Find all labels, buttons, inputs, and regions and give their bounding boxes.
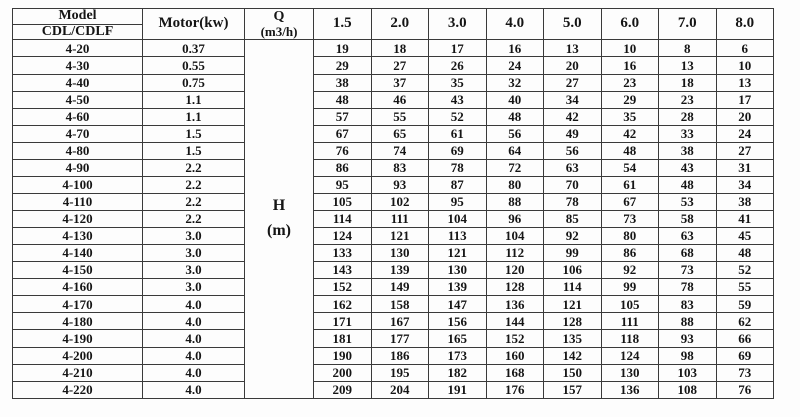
table-row [13, 91, 774, 108]
head-value-cell: 67 [314, 125, 372, 142]
head-value-cell: 34 [716, 176, 774, 193]
head-value-cell: 93 [659, 330, 717, 347]
motor-power-cell: 4.0 [143, 313, 245, 330]
motor-power-cell: 3.0 [143, 245, 245, 262]
model-cell: 4-30 [13, 57, 143, 74]
motor-power-cell: 1.5 [143, 142, 245, 159]
head-unit-cell [245, 40, 314, 399]
flow-rate-column-header: 6.0 [601, 9, 659, 40]
head-value-cell: 10 [716, 57, 774, 74]
head-value-cell: 113 [429, 228, 487, 245]
head-value-cell: 43 [659, 159, 717, 176]
head-value-cell: 204 [371, 381, 429, 398]
model-cell: 4-190 [13, 330, 143, 347]
head-value-cell: 92 [544, 228, 602, 245]
head-value-cell: 40 [486, 91, 544, 108]
table-row [13, 330, 774, 347]
motor-power-header: Motor(kw) [143, 9, 245, 40]
table-row [13, 211, 774, 228]
head-value-cell: 111 [601, 313, 659, 330]
model-cell: 4-140 [13, 245, 143, 262]
head-value-cell: 41 [716, 211, 774, 228]
motor-power-cell: 4.0 [143, 330, 245, 347]
head-value-cell: 16 [601, 57, 659, 74]
head-value-cell: 168 [486, 364, 544, 381]
head-value-cell: 157 [544, 381, 602, 398]
head-value-cell: 35 [429, 74, 487, 91]
head-value-cell: 133 [314, 245, 372, 262]
head-value-cell: 23 [601, 74, 659, 91]
head-value-cell: 186 [371, 347, 429, 364]
head-value-cell: 121 [429, 245, 487, 262]
model-cell: 4-70 [13, 125, 143, 142]
model-series-header: CDL/CDLF [13, 24, 143, 40]
model-cell: 4-80 [13, 142, 143, 159]
table-row [13, 279, 774, 296]
head-value-cell: 45 [716, 228, 774, 245]
head-value-cell: 38 [314, 74, 372, 91]
head-value-cell: 143 [314, 262, 372, 279]
head-value-cell: 86 [314, 159, 372, 176]
head-value-cell: 69 [429, 142, 487, 159]
head-value-cell: 19 [314, 40, 372, 57]
head-value-cell: 144 [486, 313, 544, 330]
head-value-cell: 114 [544, 279, 602, 296]
motor-power-cell: 4.0 [143, 347, 245, 364]
head-value-cell: 130 [601, 364, 659, 381]
flow-rate-column-header: 8.0 [716, 9, 774, 40]
head-value-cell: 128 [544, 313, 602, 330]
head-value-cell: 18 [659, 74, 717, 91]
motor-power-cell: 0.55 [143, 57, 245, 74]
table-body [13, 40, 774, 399]
motor-power-cell: 0.75 [143, 74, 245, 91]
head-value-cell: 85 [544, 211, 602, 228]
motor-power-cell: 3.0 [143, 279, 245, 296]
head-value-cell: 31 [716, 159, 774, 176]
head-value-cell: 99 [601, 279, 659, 296]
head-value-cell: 48 [486, 108, 544, 125]
head-value-cell: 78 [544, 193, 602, 210]
head-value-cell: 104 [429, 211, 487, 228]
table-row [13, 347, 774, 364]
head-value-cell: 139 [429, 279, 487, 296]
head-value-cell: 105 [601, 296, 659, 313]
flow-rate-column-header: 1.5 [314, 9, 372, 40]
head-value-cell: 99 [544, 245, 602, 262]
head-value-cell: 130 [429, 262, 487, 279]
motor-power-cell: 2.2 [143, 176, 245, 193]
flow-rate-column-header: 4.0 [486, 9, 544, 40]
head-value-cell: 63 [659, 228, 717, 245]
head-value-cell: 68 [659, 245, 717, 262]
head-value-cell: 67 [601, 193, 659, 210]
header-row-top [13, 9, 774, 25]
model-cell: 4-60 [13, 108, 143, 125]
head-value-cell: 59 [716, 296, 774, 313]
motor-power-cell: 4.0 [143, 296, 245, 313]
head-value-cell: 177 [371, 330, 429, 347]
head-value-cell: 37 [371, 74, 429, 91]
head-value-cell: 191 [429, 381, 487, 398]
head-value-cell: 54 [601, 159, 659, 176]
head-value-cell: 88 [486, 193, 544, 210]
head-value-cell: 152 [314, 279, 372, 296]
pump-performance-table [12, 8, 774, 399]
head-value-cell: 121 [371, 228, 429, 245]
head-value-cell: 29 [314, 57, 372, 74]
head-value-cell: 92 [601, 262, 659, 279]
model-cell: 4-200 [13, 347, 143, 364]
head-value-cell: 61 [601, 176, 659, 193]
head-value-cell: 55 [716, 279, 774, 296]
motor-power-cell: 0.37 [143, 40, 245, 57]
head-value-cell: 76 [314, 142, 372, 159]
head-value-cell: 147 [429, 296, 487, 313]
head-value-cell: 171 [314, 313, 372, 330]
table-row [13, 262, 774, 279]
head-value-cell: 63 [544, 159, 602, 176]
head-value-cell: 6 [716, 40, 774, 57]
head-value-cell: 128 [486, 279, 544, 296]
table-row [13, 193, 774, 210]
model-cell: 4-120 [13, 211, 143, 228]
head-value-cell: 55 [371, 108, 429, 125]
head-value-cell: 28 [659, 108, 717, 125]
motor-power-cell: 2.2 [143, 211, 245, 228]
model-cell: 4-110 [13, 193, 143, 210]
model-cell: 4-210 [13, 364, 143, 381]
motor-power-cell: 2.2 [143, 159, 245, 176]
head-value-cell: 150 [544, 364, 602, 381]
head-value-cell: 27 [716, 142, 774, 159]
motor-power-cell: 3.0 [143, 262, 245, 279]
table-row [13, 228, 774, 245]
head-value-cell: 78 [659, 279, 717, 296]
model-cell: 4-160 [13, 279, 143, 296]
motor-power-cell: 4.0 [143, 364, 245, 381]
table-row [13, 40, 774, 57]
head-value-cell: 48 [659, 176, 717, 193]
head-value-cell: 181 [314, 330, 372, 347]
head-value-cell: 13 [659, 57, 717, 74]
head-value-cell: 74 [371, 142, 429, 159]
head-value-cell: 48 [601, 142, 659, 159]
head-value-cell: 209 [314, 381, 372, 398]
head-value-cell: 42 [601, 125, 659, 142]
head-value-cell: 118 [601, 330, 659, 347]
head-value-cell: 24 [716, 125, 774, 142]
head-value-cell: 149 [371, 279, 429, 296]
flow-rate-header [245, 9, 314, 40]
head-value-cell: 38 [659, 142, 717, 159]
head-value-cell: 104 [486, 228, 544, 245]
head-value-cell: 33 [659, 125, 717, 142]
head-value-cell: 195 [371, 364, 429, 381]
head-value-cell: 38 [716, 193, 774, 210]
head-value-cell: 29 [601, 91, 659, 108]
head-value-cell: 65 [371, 125, 429, 142]
model-cell: 4-20 [13, 40, 143, 57]
head-value-cell: 26 [429, 57, 487, 74]
head-value-cell: 112 [486, 245, 544, 262]
head-value-cell: 136 [601, 381, 659, 398]
head-value-cell: 27 [371, 57, 429, 74]
head-value-cell: 83 [659, 296, 717, 313]
head-value-cell: 76 [716, 381, 774, 398]
head-value-cell: 87 [429, 176, 487, 193]
head-value-cell: 53 [659, 193, 717, 210]
head-value-cell: 165 [429, 330, 487, 347]
head-value-cell: 135 [544, 330, 602, 347]
flow-rate-column-header: 5.0 [544, 9, 602, 40]
head-value-cell: 80 [601, 228, 659, 245]
head-value-cell: 23 [659, 91, 717, 108]
table-row [13, 364, 774, 381]
head-value-cell: 105 [314, 193, 372, 210]
head-value-cell: 160 [486, 347, 544, 364]
head-value-cell: 56 [486, 125, 544, 142]
head-value-cell: 73 [716, 364, 774, 381]
head-value-cell: 69 [716, 347, 774, 364]
head-value-cell: 16 [486, 40, 544, 57]
head-value-cell: 66 [716, 330, 774, 347]
head-value-cell: 34 [544, 91, 602, 108]
head-value-cell: 42 [544, 108, 602, 125]
table-row [13, 142, 774, 159]
head-value-cell: 142 [544, 347, 602, 364]
head-value-cell: 124 [314, 228, 372, 245]
head-value-cell: 124 [601, 347, 659, 364]
head-value-cell: 52 [716, 262, 774, 279]
head-value-cell: 102 [371, 193, 429, 210]
head-value-cell: 95 [429, 193, 487, 210]
head-value-cell: 13 [544, 40, 602, 57]
table-row [13, 108, 774, 125]
head-value-cell: 173 [429, 347, 487, 364]
model-cell: 4-180 [13, 313, 143, 330]
head-value-cell: 17 [716, 91, 774, 108]
head-value-cell: 176 [486, 381, 544, 398]
head-value-cell: 114 [314, 211, 372, 228]
head-value-cell: 139 [371, 262, 429, 279]
motor-power-cell: 3.0 [143, 228, 245, 245]
head-value-cell: 18 [371, 40, 429, 57]
head-value-cell: 78 [429, 159, 487, 176]
head-value-cell: 73 [601, 211, 659, 228]
head-value-cell: 24 [486, 57, 544, 74]
table-row [13, 381, 774, 398]
table-row [13, 125, 774, 142]
head-value-cell: 46 [371, 91, 429, 108]
head-value-cell: 48 [716, 245, 774, 262]
head-value-cell: 136 [486, 296, 544, 313]
motor-power-cell: 4.0 [143, 381, 245, 398]
table-row [13, 159, 774, 176]
head-value-cell: 70 [544, 176, 602, 193]
model-cell: 4-100 [13, 176, 143, 193]
head-value-cell: 182 [429, 364, 487, 381]
head-value-cell: 35 [601, 108, 659, 125]
head-value-cell: 130 [371, 245, 429, 262]
head-value-cell: 158 [371, 296, 429, 313]
head-value-cell: 73 [659, 262, 717, 279]
head-value-cell: 93 [371, 176, 429, 193]
motor-power-cell: 1.1 [143, 108, 245, 125]
head-value-cell: 58 [659, 211, 717, 228]
head-value-cell: 152 [486, 330, 544, 347]
motor-power-cell: 1.1 [143, 91, 245, 108]
head-unit-label: (m) [267, 222, 291, 240]
table-row [13, 74, 774, 91]
table-row [13, 176, 774, 193]
model-cell: 4-50 [13, 91, 143, 108]
head-value-cell: 62 [716, 313, 774, 330]
head-value-cell: 32 [486, 74, 544, 91]
head-value-cell: 106 [544, 262, 602, 279]
table-row [13, 245, 774, 262]
flow-unit-label: (m3/h) [260, 23, 298, 39]
flow-rate-column-header: 3.0 [429, 9, 487, 40]
head-value-cell: 96 [486, 211, 544, 228]
model-cell: 4-40 [13, 74, 143, 91]
head-value-cell: 108 [659, 381, 717, 398]
head-value-cell: 86 [601, 245, 659, 262]
head-value-cell: 20 [544, 57, 602, 74]
head-value-cell: 61 [429, 125, 487, 142]
model-cell: 4-220 [13, 381, 143, 398]
head-value-cell: 17 [429, 40, 487, 57]
head-value-cell: 162 [314, 296, 372, 313]
flow-rate-column-header: 2.0 [371, 9, 429, 40]
table-row [13, 296, 774, 313]
head-value-cell: 111 [371, 211, 429, 228]
motor-power-cell: 1.5 [143, 125, 245, 142]
model-cell: 4-170 [13, 296, 143, 313]
head-value-cell: 27 [544, 74, 602, 91]
head-value-cell: 121 [544, 296, 602, 313]
head-value-cell: 95 [314, 176, 372, 193]
head-value-cell: 156 [429, 313, 487, 330]
head-value-cell: 190 [314, 347, 372, 364]
head-value-cell: 98 [659, 347, 717, 364]
head-value-cell: 103 [659, 364, 717, 381]
head-value-cell: 8 [659, 40, 717, 57]
model-cell: 4-90 [13, 159, 143, 176]
head-value-cell: 64 [486, 142, 544, 159]
head-value-cell: 200 [314, 364, 372, 381]
head-value-cell: 49 [544, 125, 602, 142]
flow-label: Q [273, 9, 285, 25]
head-value-cell: 88 [659, 313, 717, 330]
head-value-cell: 120 [486, 262, 544, 279]
head-label: H [272, 197, 286, 215]
head-value-cell: 52 [429, 108, 487, 125]
table-row [13, 313, 774, 330]
table-row [13, 57, 774, 74]
head-value-cell: 80 [486, 176, 544, 193]
head-value-cell: 10 [601, 40, 659, 57]
head-value-cell: 43 [429, 91, 487, 108]
head-value-cell: 83 [371, 159, 429, 176]
head-value-cell: 56 [544, 142, 602, 159]
model-cell: 4-130 [13, 228, 143, 245]
head-value-cell: 167 [371, 313, 429, 330]
head-value-cell: 72 [486, 159, 544, 176]
head-value-cell: 57 [314, 108, 372, 125]
model-cell: 4-150 [13, 262, 143, 279]
model-header: Model [13, 9, 143, 25]
motor-power-cell: 2.2 [143, 193, 245, 210]
head-value-cell: 48 [314, 91, 372, 108]
head-value-cell: 20 [716, 108, 774, 125]
flow-rate-column-header: 7.0 [659, 9, 717, 40]
head-value-cell: 13 [716, 74, 774, 91]
